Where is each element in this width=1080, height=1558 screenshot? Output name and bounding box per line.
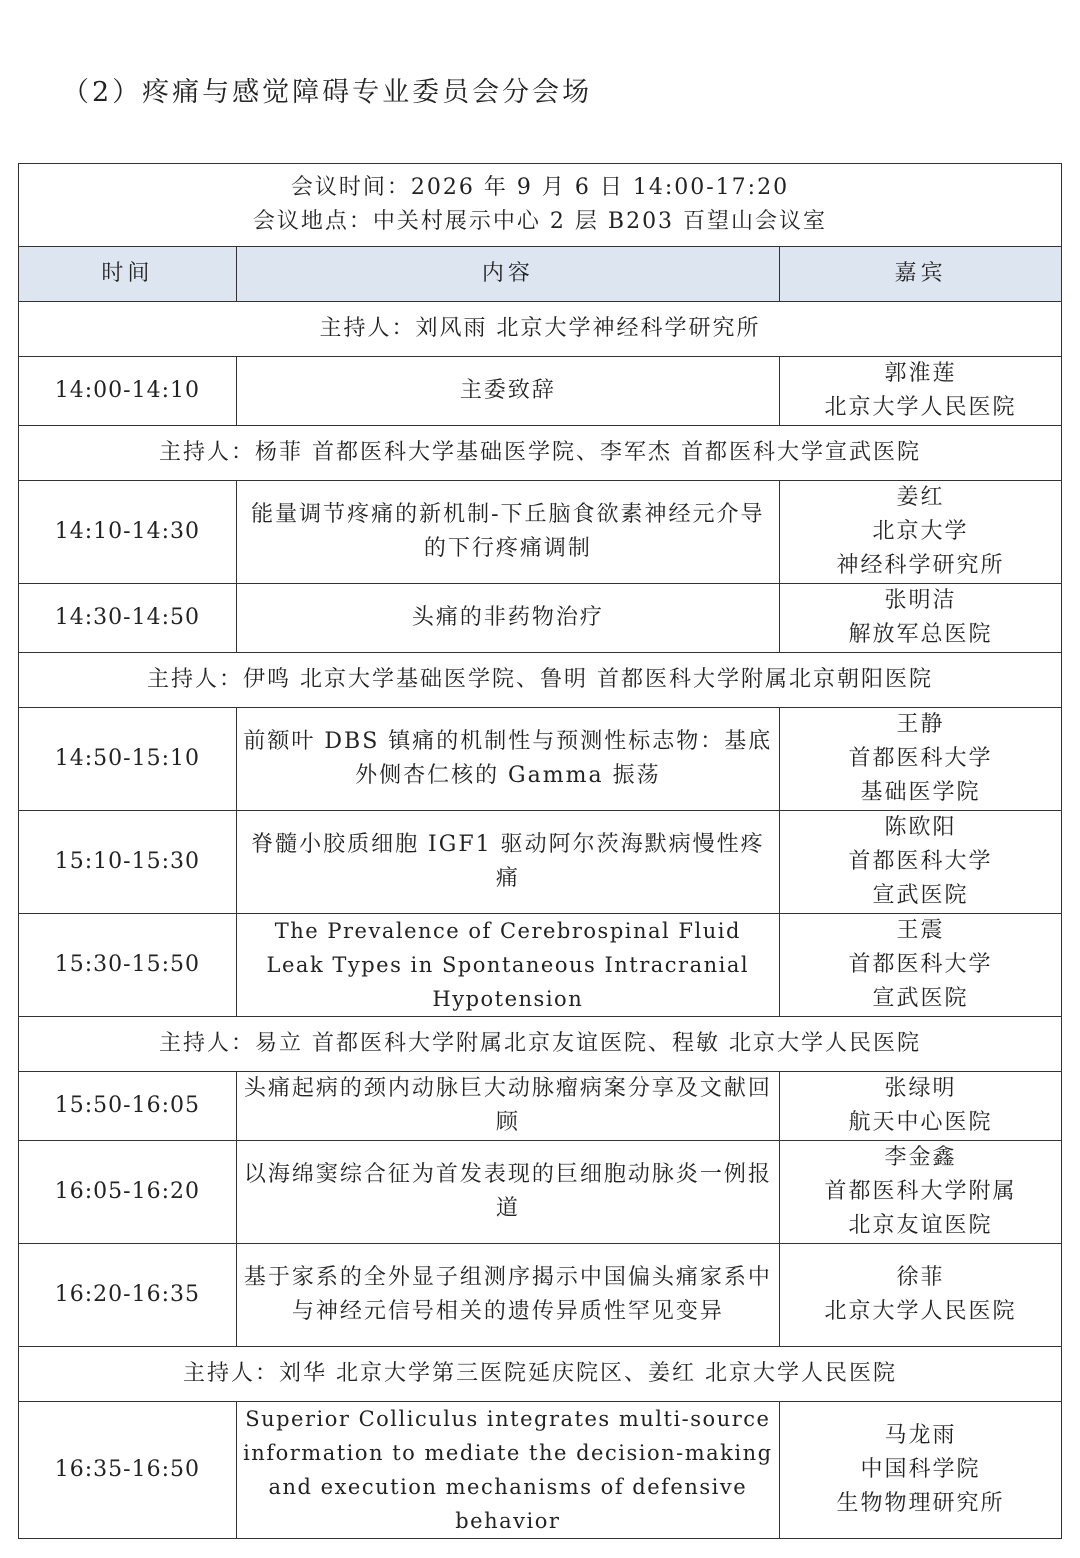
session-time: 16:05-16:20 bbox=[19, 1141, 237, 1244]
host-label: 主持人：伊鸣 北京大学基础医学院、鲁明 首都医科大学附属北京朝阳医院 bbox=[19, 653, 1062, 708]
guest-name: 王震 bbox=[896, 918, 945, 943]
guest-affiliation: 基础医学院 bbox=[860, 780, 981, 805]
guest-affiliation: 首都医科大学 bbox=[848, 746, 993, 771]
session-content: 能量调节疼痛的新机制-下丘脑食欲素神经元介导的下行疼痛调制 bbox=[236, 481, 779, 584]
session-time: 14:50-15:10 bbox=[19, 708, 237, 811]
guest-affiliation: 宣武医院 bbox=[872, 986, 969, 1011]
session-guest bbox=[779, 584, 1061, 653]
guest-name: 王静 bbox=[896, 712, 945, 737]
guest-name: 张明洁 bbox=[884, 588, 957, 613]
session-row bbox=[19, 1141, 1062, 1244]
session-row bbox=[19, 811, 1062, 914]
guest-name: 陈欧阳 bbox=[884, 815, 957, 840]
host-label: 主持人：易立 首都医科大学附属北京友谊医院、程敏 北京大学人民医院 bbox=[19, 1017, 1062, 1072]
guest-affiliation: 北京大学 bbox=[872, 519, 969, 544]
guest-affiliation: 首都医科大学 bbox=[848, 849, 993, 874]
session-content: 以海绵窦综合征为首发表现的巨细胞动脉炎一例报道 bbox=[236, 1141, 779, 1244]
session-time: 14:30-14:50 bbox=[19, 584, 237, 653]
guest-affiliation: 宣武医院 bbox=[872, 883, 969, 908]
session-row bbox=[19, 1244, 1062, 1347]
session-content: The Prevalence of Cerebrospinal Fluid Leak Types in Spontaneous Intracranial Hypotension bbox=[236, 914, 779, 1017]
session-time: 14:10-14:30 bbox=[19, 481, 237, 584]
guest-affiliation: 神经科学研究所 bbox=[836, 553, 1005, 578]
session-row bbox=[19, 914, 1062, 1017]
session-time: 15:30-15:50 bbox=[19, 914, 237, 1017]
guest-name: 张绿明 bbox=[884, 1076, 957, 1101]
guest-affiliation: 北京友谊医院 bbox=[848, 1213, 993, 1238]
session-guest bbox=[779, 481, 1061, 584]
guest-name: 徐菲 bbox=[896, 1265, 945, 1290]
session-guest bbox=[779, 708, 1061, 811]
guest-affiliation: 北京大学人民医院 bbox=[824, 1299, 1017, 1324]
column-header-content: 内容 bbox=[236, 247, 779, 302]
session-guest bbox=[779, 811, 1061, 914]
session-content: 前额叶 DBS 镇痛的机制性与预测性标志物：基底外侧杏仁核的 Gamma 振荡 bbox=[236, 708, 779, 811]
meeting-info-row bbox=[19, 164, 1062, 247]
guest-affiliation: 中国科学院 bbox=[860, 1457, 981, 1482]
guest-name: 马龙雨 bbox=[884, 1423, 957, 1448]
host-row bbox=[19, 653, 1062, 708]
session-row bbox=[19, 708, 1062, 811]
guest-affiliation: 航天中心医院 bbox=[848, 1110, 993, 1135]
guest-affiliation: 首都医科大学附属 bbox=[824, 1179, 1017, 1204]
session-content: 头痛的非药物治疗 bbox=[236, 584, 779, 653]
host-label: 主持人：刘华 北京大学第三医院延庆院区、姜红 北京大学人民医院 bbox=[19, 1347, 1062, 1402]
session-row bbox=[19, 357, 1062, 426]
session-time: 15:10-15:30 bbox=[19, 811, 237, 914]
host-row bbox=[19, 1347, 1062, 1402]
session-time: 15:50-16:05 bbox=[19, 1072, 237, 1141]
meeting-info bbox=[19, 164, 1062, 247]
session-time: 16:35-16:50 bbox=[19, 1402, 237, 1539]
guest-affiliation: 北京大学人民医院 bbox=[824, 395, 1017, 420]
guest-affiliation: 首都医科大学 bbox=[848, 952, 993, 977]
column-header-guest: 嘉宾 bbox=[779, 247, 1061, 302]
host-row bbox=[19, 302, 1062, 357]
page-heading: （2）疼痛与感觉障碍专业委员会分会场 bbox=[62, 77, 593, 108]
session-guest bbox=[779, 1072, 1061, 1141]
host-label: 主持人：杨菲 首都医科大学基础医学院、李军杰 首都医科大学宣武医院 bbox=[19, 426, 1062, 481]
guest-affiliation: 解放军总医院 bbox=[848, 622, 993, 647]
session-row bbox=[19, 481, 1062, 584]
host-label: 主持人：刘风雨 北京大学神经科学研究所 bbox=[19, 302, 1062, 357]
session-content: 主委致辞 bbox=[236, 357, 779, 426]
column-header-time: 时间 bbox=[19, 247, 237, 302]
session-content: 脊髓小胶质细胞 IGF1 驱动阿尔茨海默病慢性疼痛 bbox=[236, 811, 779, 914]
session-guest bbox=[779, 1402, 1061, 1539]
session-row bbox=[19, 1402, 1062, 1539]
schedule-table bbox=[18, 163, 1062, 1539]
meeting-location: 会议地点：中关村展示中心 2 层 B203 百望山会议室 bbox=[252, 209, 828, 234]
session-content: 头痛起病的颈内动脉巨大动脉瘤病案分享及文献回顾 bbox=[236, 1072, 779, 1141]
meeting-time: 会议时间：2026 年 9 月 6 日 14:00-17:20 bbox=[290, 175, 790, 200]
session-content: Superior Colliculus integrates multi-source information to mediate the decision-making and execution mechanisms of defensive behavior bbox=[236, 1402, 779, 1539]
session-guest bbox=[779, 1141, 1061, 1244]
header-row bbox=[19, 247, 1062, 302]
host-row bbox=[19, 1017, 1062, 1072]
guest-name: 郭淮莲 bbox=[884, 361, 957, 386]
session-guest bbox=[779, 914, 1061, 1017]
session-row bbox=[19, 1072, 1062, 1141]
session-time: 16:20-16:35 bbox=[19, 1244, 237, 1347]
guest-name: 李金鑫 bbox=[884, 1145, 957, 1170]
session-guest bbox=[779, 357, 1061, 426]
guest-affiliation: 生物物理研究所 bbox=[836, 1491, 1005, 1516]
host-row bbox=[19, 426, 1062, 481]
session-content: 基于家系的全外显子组测序揭示中国偏头痛家系中与神经元信号相关的遗传异质性罕见变异 bbox=[236, 1244, 779, 1347]
session-time: 14:00-14:10 bbox=[19, 357, 237, 426]
session-guest bbox=[779, 1244, 1061, 1347]
session-row bbox=[19, 584, 1062, 653]
guest-name: 姜红 bbox=[896, 485, 945, 510]
